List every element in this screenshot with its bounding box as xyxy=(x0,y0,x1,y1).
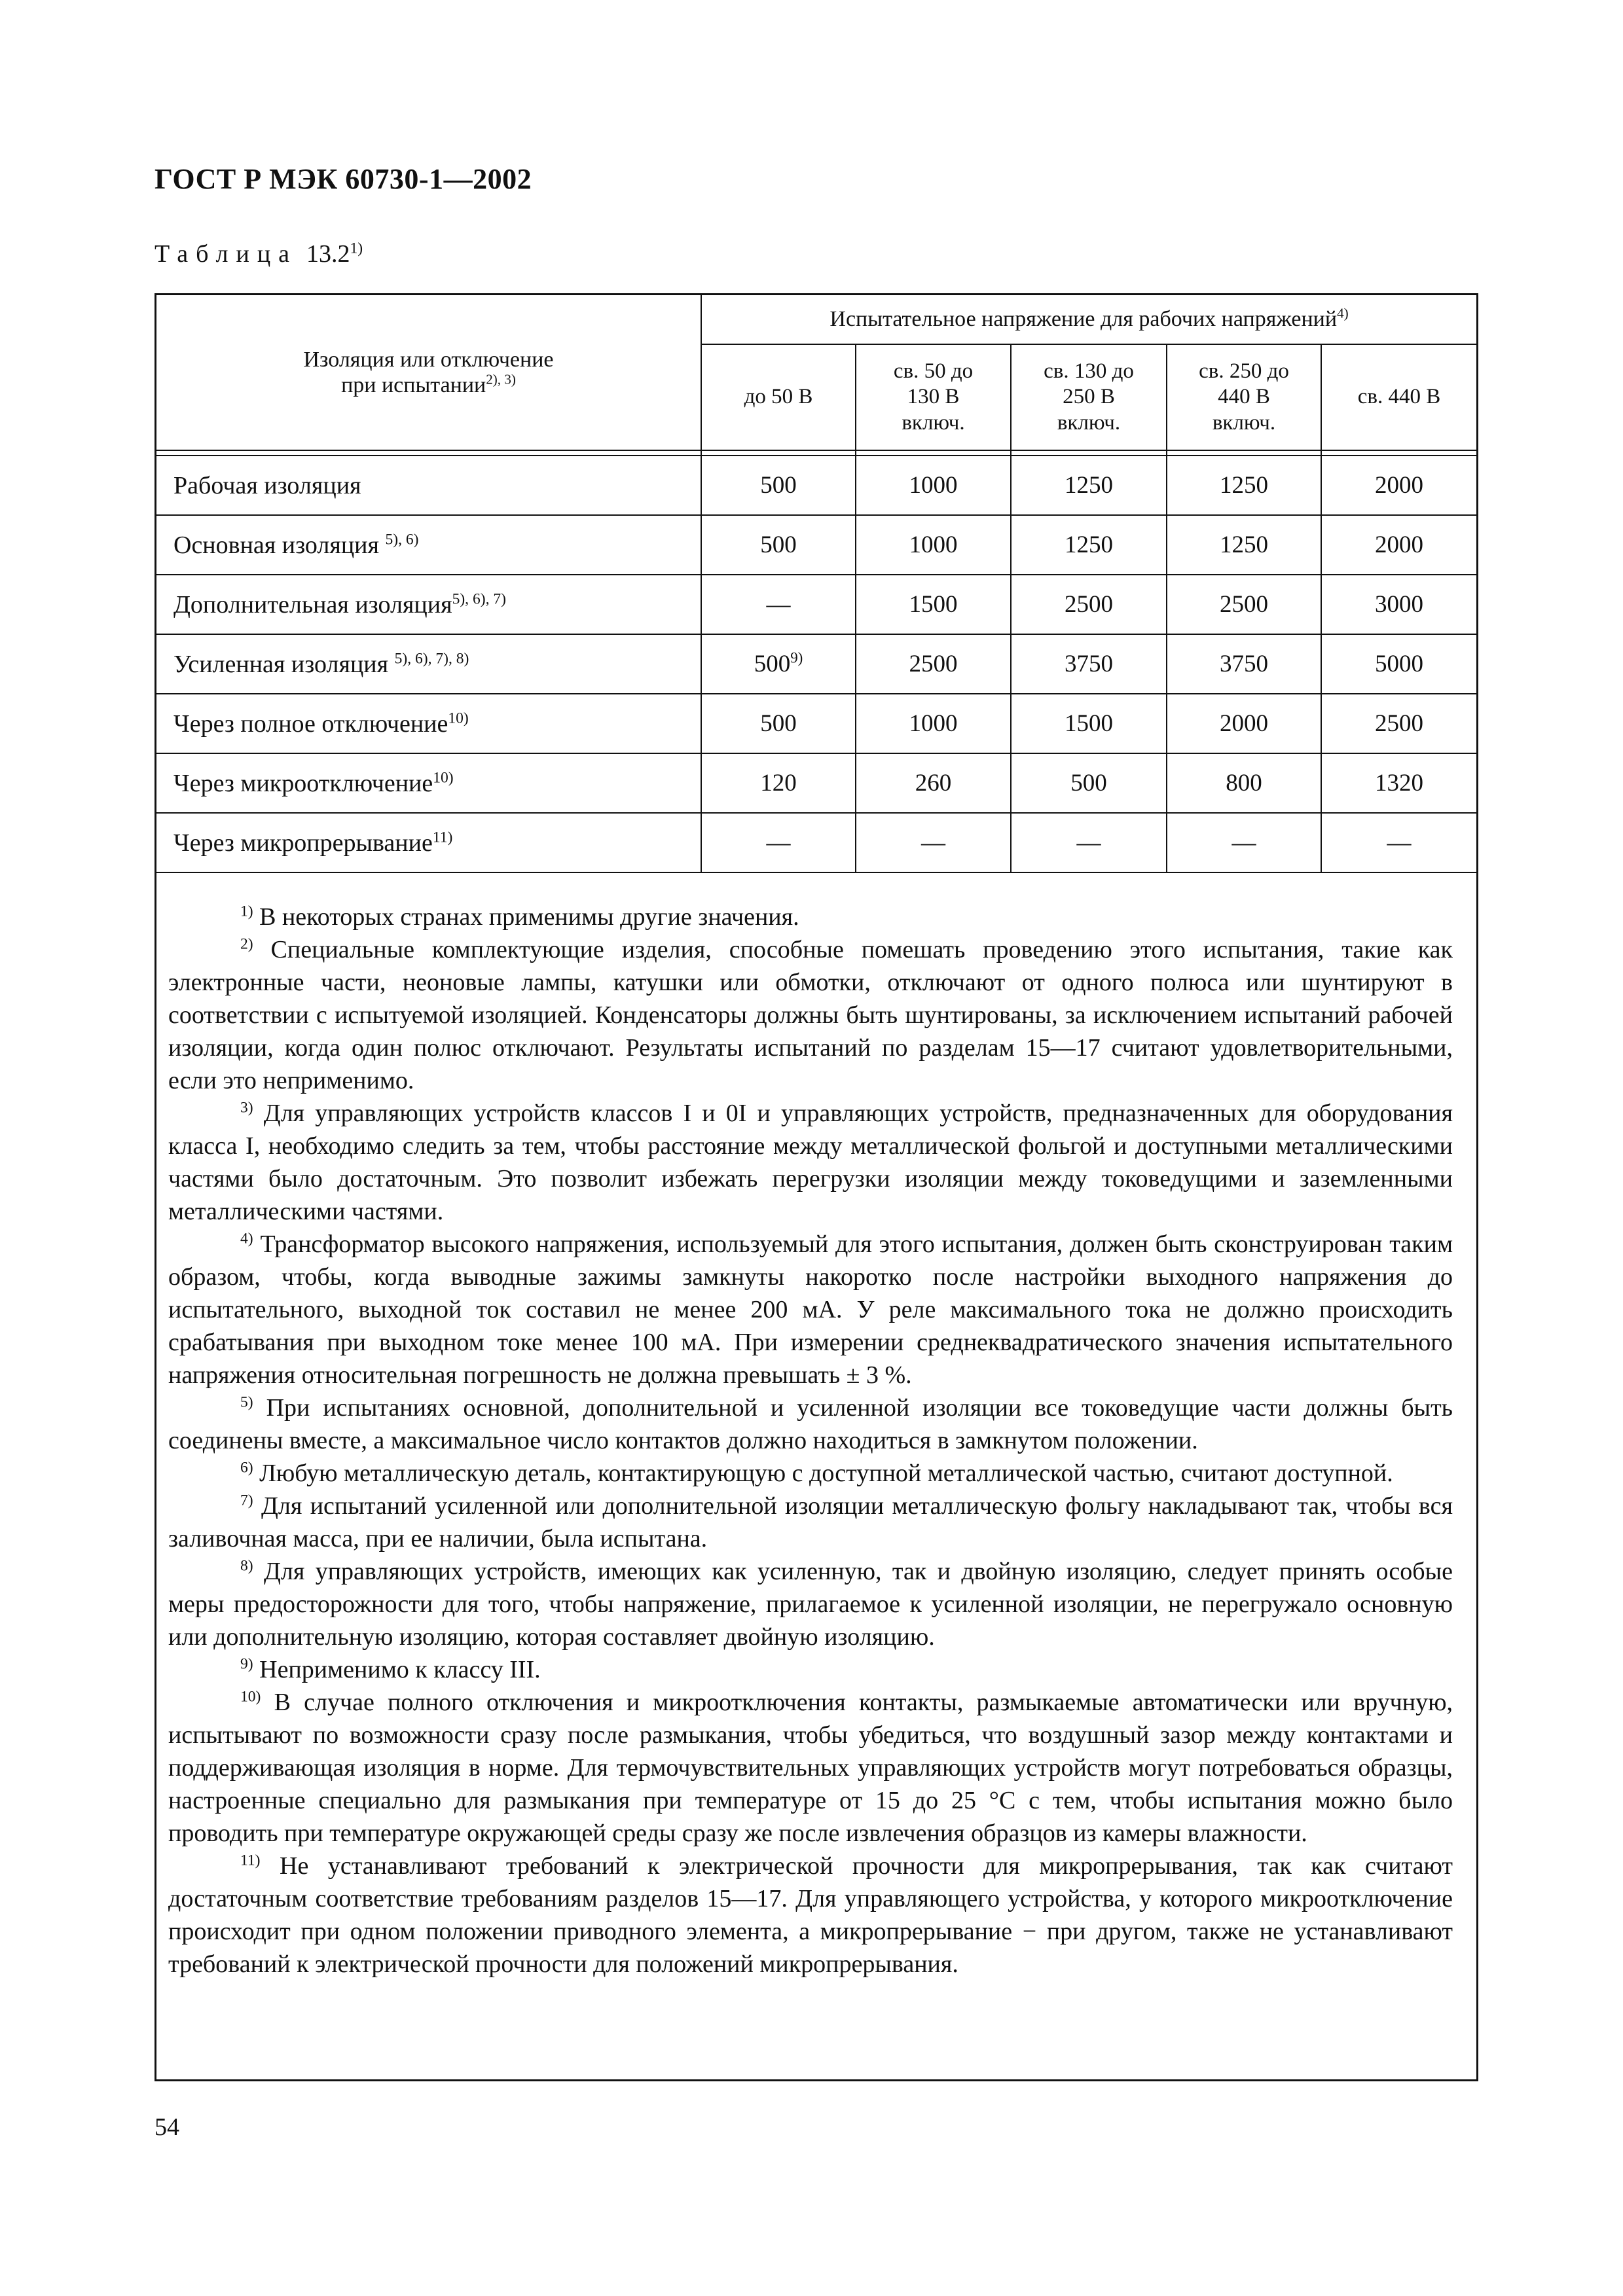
cell-value: 2500 xyxy=(1220,591,1268,618)
column-header-line: включ. xyxy=(1212,410,1276,435)
footnote-ref: 10) xyxy=(448,709,469,726)
footnote xyxy=(168,1391,1453,1457)
table-cell xyxy=(856,456,1011,515)
column-header-line: включ. xyxy=(902,410,965,435)
footnote-mark: 8) xyxy=(240,1557,253,1575)
table-cell xyxy=(1321,753,1476,813)
footnote-mark: 4) xyxy=(240,1230,253,1247)
cell-value: 2000 xyxy=(1375,472,1424,499)
cell-value: 1250 xyxy=(1220,531,1268,558)
column-header-line: 250 В xyxy=(1063,385,1115,409)
row-label xyxy=(156,634,701,694)
cell-value: 500 xyxy=(754,651,791,677)
table-cell xyxy=(856,694,1011,753)
column-header xyxy=(1321,344,1476,450)
table-cell xyxy=(1321,813,1476,872)
table-row xyxy=(156,456,1476,515)
row-label-text: Рабочая изоляция xyxy=(173,471,361,499)
cell-value: 3750 xyxy=(1220,651,1268,677)
cell-value: 3750 xyxy=(1065,651,1113,677)
table-cell xyxy=(1321,575,1476,634)
footnote xyxy=(168,933,1453,1097)
table-caption-word: Таблица xyxy=(155,240,298,268)
table-caption xyxy=(155,240,363,268)
cell-value: 3000 xyxy=(1375,591,1424,618)
table-cell xyxy=(1321,456,1476,515)
test-voltage-table xyxy=(156,295,1476,873)
footnote-mark: 1) xyxy=(240,903,253,920)
footnote-mark: 3) xyxy=(240,1099,253,1117)
table-caption-number: 13.2 xyxy=(306,240,350,268)
row-label xyxy=(156,694,701,753)
cell-value: 1250 xyxy=(1220,472,1268,499)
column-header xyxy=(1011,344,1167,450)
table-cell xyxy=(856,753,1011,813)
table-footnotes xyxy=(156,873,1476,1981)
cell-value: 1320 xyxy=(1375,770,1424,797)
footnote-text: Любую металлическую деталь, контактирующую с доступной металлической частью, считают доступной. xyxy=(253,1460,1393,1487)
table-row xyxy=(156,634,1476,694)
footnote-text: Трансформатор высокого напряжения, используемый для этого испытания, должен быть сконструирован таким образом, чтобы, когда выводные зажимы замкнуты накоротко после настройки выходного напряжения до испытательного, выходной ток составил не менее 200 мА. У реле максимального тока не должно происходить срабатывания при выходном токе менее 100 мА. При измерении среднеквадратического значения испытательного напряжения относительная погрешность не должна превышать ± 3 %. xyxy=(168,1230,1453,1389)
table-cell xyxy=(701,575,856,634)
footnote xyxy=(168,1686,1453,1850)
footnote-ref: 5), 6), 7), 8) xyxy=(394,649,469,667)
table-row xyxy=(156,813,1476,872)
cell-value: 2000 xyxy=(1220,710,1268,737)
column-header-line: св. 130 до xyxy=(1044,359,1134,383)
row-label-text: Основная изоляция xyxy=(173,531,386,559)
header-insulation: Изоляция или отключение при испытании$^{2), 3)}$ xyxy=(156,295,701,450)
cell-value: 2000 xyxy=(1375,531,1424,558)
cell-value: 1250 xyxy=(1065,472,1113,499)
cell-value: 260 xyxy=(915,770,952,797)
row-label-text: Через микроотключение xyxy=(173,769,433,797)
cell-value: 800 xyxy=(1226,770,1262,797)
table-cell xyxy=(1167,575,1321,634)
cell-value: 500 xyxy=(760,710,797,737)
cell-value: 500 xyxy=(760,472,797,499)
cell-value: — xyxy=(1076,829,1101,856)
table-cell xyxy=(856,634,1011,694)
footnote-mark: 7) xyxy=(240,1492,253,1509)
column-header-line: до 50 В xyxy=(744,385,813,409)
cell-value: — xyxy=(766,829,791,856)
row-label xyxy=(156,813,701,872)
footnote-text: Специальные комплектующие изделия, способные помешать проведению этого испытания, такие как электронные части, неоновые лампы, катушки или обмотки, отключают от одного полюса или шунтируют в соответствии с испытуемой изоляцией. Конденсаторы должны быть шунтированы, за исключением испытаний рабочей изоляции, когда один полюс отключают. Результаты испытаний по разделам 15—17 считают удовлетворительными, если это неприменимо. xyxy=(168,936,1453,1094)
table-cell xyxy=(1011,575,1167,634)
footnote xyxy=(168,1457,1453,1490)
footnote-text: При испытаниях основной, дополнительной и усиленной изоляции все токоведущие части должны быть соединены вместе, а максимальное число контактов должно находиться в замкнутом положении. xyxy=(168,1394,1453,1454)
column-header-line: включ. xyxy=(1057,410,1121,435)
table-cell xyxy=(1321,634,1476,694)
footnote xyxy=(168,1228,1453,1391)
row-label-text: Дополнительная изоляция xyxy=(173,590,452,619)
cell-value: 1000 xyxy=(909,531,958,558)
table-body xyxy=(156,456,1476,872)
table-cell xyxy=(1011,515,1167,575)
table-cell xyxy=(1167,813,1321,872)
table-cell xyxy=(1167,753,1321,813)
table-cell xyxy=(1011,634,1167,694)
footnote-ref: 11) xyxy=(432,828,453,846)
cell-value: 500 xyxy=(1070,770,1107,797)
footnote xyxy=(168,1653,1453,1686)
table-cell xyxy=(1011,813,1167,872)
cell-value: — xyxy=(1387,829,1412,856)
footnote-text: В некоторых странах применимы другие значения. xyxy=(253,903,799,931)
footnote-mark: 5) xyxy=(240,1393,253,1411)
footnote-text: Не устанавливают требований к электрической прочности для микропрерывания, так как считают достаточным соответствие требованиям разделов 15—17. Для управляющего устройства, у которого микроотключение происходит при одном положении приводного элемента, а микропрерывание − при другом, также не устанавливают требований к электрической прочности для положений микропрерывания. xyxy=(168,1852,1453,1978)
footnote xyxy=(168,1097,1453,1228)
table-cell xyxy=(1321,694,1476,753)
footnote xyxy=(168,1490,1453,1555)
footnote-text: Для управляющих устройств, имеющих как усиленную, так и двойную изоляцию, следует принять особые меры предосторожности для того, чтобы напряжение, прилагаемое к усиленной изоляции, не перегружало основную или дополнительную изоляцию, которая составляет двойную изоляцию. xyxy=(168,1558,1453,1651)
table-caption-footnote-mark: 1) xyxy=(350,240,363,257)
footnote-ref: 9) xyxy=(790,649,803,666)
table-cell xyxy=(1167,694,1321,753)
cell-value: — xyxy=(766,591,791,618)
table-cell xyxy=(1167,634,1321,694)
table-cell xyxy=(701,634,856,694)
footnote xyxy=(168,1555,1453,1653)
table-cell xyxy=(856,515,1011,575)
header-separator xyxy=(156,450,1476,456)
cell-value: 1250 xyxy=(1065,531,1113,558)
footnote-ref: 5), 6), 7) xyxy=(452,590,506,607)
cell-value: 2500 xyxy=(909,651,958,677)
footnote-mark: 2) xyxy=(240,935,253,953)
footnote-text: В случае полного отключения и микроотключения контакты, размыкаемые автоматически или вручную, испытывают по возможности сразу после размыкания, чтобы убедиться, что воздушный зазор между контактами и поддерживающая изоляция в норме. Для термочувствительных управляющих устройств могут потребоваться образцы, настроенные специально для размыкания при температуре от 15 до 25 °С с тем, чтобы испытания можно было проводить при температуре окружающей среды сразу же после извлечения образцов из камеры влажности. xyxy=(168,1689,1453,1847)
row-label xyxy=(156,456,701,515)
footnote-mark: 6) xyxy=(240,1459,253,1477)
cell-value: 5000 xyxy=(1375,651,1424,677)
footnote-ref: 5), 6) xyxy=(385,530,419,548)
row-label-text: Через полное отключение xyxy=(173,709,448,738)
table-frame xyxy=(155,293,1478,2081)
table-cell xyxy=(1011,456,1167,515)
footnote-text: Неприменимо к классу III. xyxy=(253,1656,541,1683)
cell-value: 120 xyxy=(760,770,797,797)
table-row xyxy=(156,515,1476,575)
cell-value: 2500 xyxy=(1065,591,1113,618)
cell-value: 1500 xyxy=(909,591,958,618)
column-header xyxy=(1167,344,1321,450)
cell-value: — xyxy=(1231,829,1256,856)
row-label-text: Через микропрерывание xyxy=(173,829,433,857)
table-cell xyxy=(1011,753,1167,813)
table-cell xyxy=(701,813,856,872)
table-row xyxy=(156,575,1476,634)
column-header-line: св. 250 до xyxy=(1199,359,1289,383)
table-row xyxy=(156,694,1476,753)
header-test-voltage: Испытательное напряжение для рабочих напряжений$^{4)}$ xyxy=(701,295,1476,344)
cell-value: 1500 xyxy=(1065,710,1113,737)
page-number: 54 xyxy=(155,2113,179,2141)
row-label-text: Усиленная изоляция xyxy=(173,650,395,678)
column-header-line: св. 50 до xyxy=(893,359,974,383)
table-cell xyxy=(1167,456,1321,515)
column-header-line: 440 В xyxy=(1218,385,1270,409)
footnote xyxy=(168,1850,1453,1981)
table-cell xyxy=(701,694,856,753)
row-label xyxy=(156,575,701,634)
table-cell xyxy=(1011,694,1167,753)
table-cell xyxy=(856,813,1011,872)
cell-value: — xyxy=(921,829,945,856)
cell-value: 1000 xyxy=(909,710,958,737)
table-cell xyxy=(701,456,856,515)
cell-value: 500 xyxy=(760,531,797,558)
footnote-mark: 11) xyxy=(240,1852,261,1869)
row-label xyxy=(156,515,701,575)
cell-value: 1000 xyxy=(909,472,958,499)
row-label xyxy=(156,753,701,813)
footnote-mark: 9) xyxy=(240,1655,253,1673)
table-cell xyxy=(856,575,1011,634)
column-header xyxy=(856,344,1011,450)
table-cell xyxy=(1167,515,1321,575)
footnote-ref: 10) xyxy=(433,768,454,786)
table-cell xyxy=(701,753,856,813)
cell-value: 2500 xyxy=(1375,710,1424,737)
table-cell xyxy=(701,515,856,575)
document-title: ГОСТ Р МЭК 60730-1—2002 xyxy=(155,163,532,195)
footnote-text: Для испытаний усиленной или дополнительной изоляции металлическую фольгу накладывают так, чтобы вся заливочная масса, при ее наличии, была испытана. xyxy=(168,1492,1453,1552)
footnote xyxy=(168,901,1453,933)
footnote-text: Для управляющих устройств классов I и 0I и управляющих устройств, предназначенных для оборудования класса I, необходимо следить за тем, чтобы расстояние между металлической фольгой и доступными металлическими частями было достаточным. Это позволит избежать перегрузки изоляции между токоведущими и заземленными металлическими частями. xyxy=(168,1100,1453,1225)
column-header xyxy=(701,344,856,450)
table-row xyxy=(156,753,1476,813)
column-header-line: 130 В xyxy=(907,385,960,409)
column-header-line: св. 440 В xyxy=(1357,385,1441,409)
footnote-mark: 10) xyxy=(240,1688,261,1706)
table-cell xyxy=(1321,515,1476,575)
